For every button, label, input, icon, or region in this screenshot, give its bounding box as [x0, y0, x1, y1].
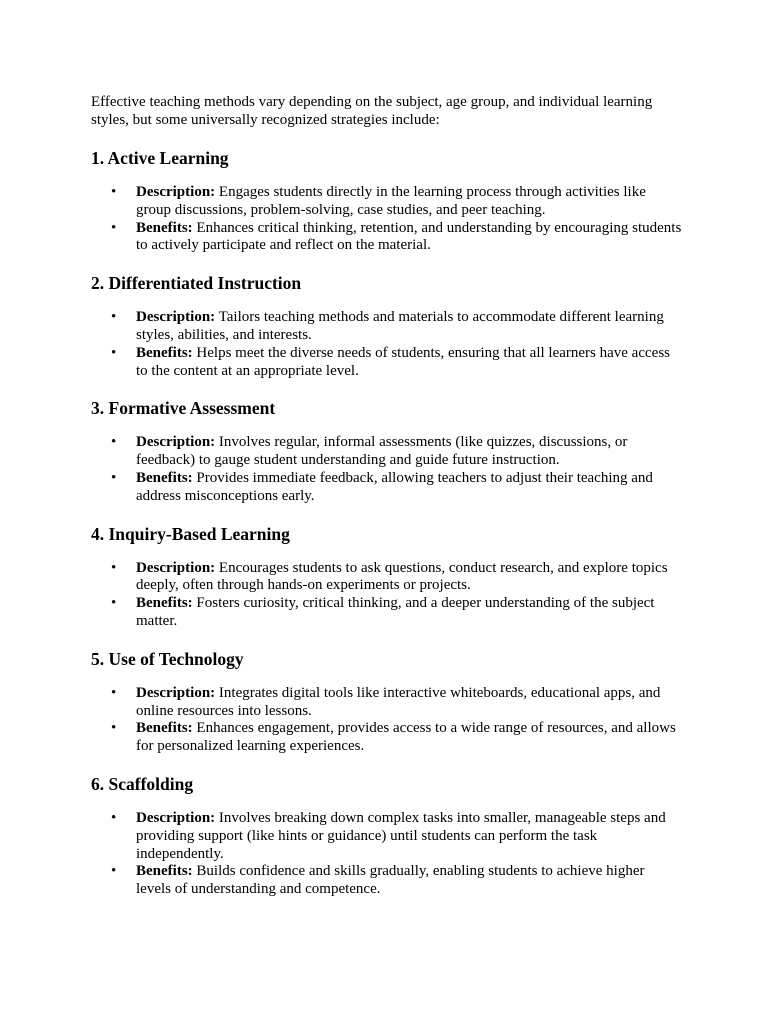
description-text: Engages students directly in the learning process through activities like group discussions, problem-solving, case studies, and peer teaching. [136, 184, 646, 218]
bullet-icon: • [111, 344, 117, 361]
benefits-label: Benefits: [136, 863, 193, 880]
bullet-icon: • [111, 219, 117, 236]
description-text: Involves regular, informal assessments (like quizzes, discussions, or feedback) to gauge student understanding and guide future instruction. [136, 434, 628, 469]
description-text: Tailors teaching methods and materials to accommodate different learning styles, abilities, and interests. [136, 309, 664, 343]
bullet-icon: • [111, 595, 117, 612]
benefits-text: Enhances engagement, provides access to a wide range of resources, and allows for personalized learning experiences. [136, 720, 676, 755]
list-item-benefits [91, 470, 683, 506]
description-label: Description: [136, 684, 216, 701]
section-heading: 4. Inquiry-Based Learning [91, 523, 290, 544]
list-item-description [91, 309, 683, 345]
bullet-icon: • [111, 469, 117, 486]
bullet-list [91, 434, 683, 505]
section-inquiry-based-learning [91, 523, 683, 631]
description-label: Description: [136, 184, 216, 200]
bullet-icon: • [111, 434, 117, 451]
bullet-icon: • [111, 184, 117, 200]
list-item-benefits [91, 863, 683, 899]
bullet-list [91, 184, 683, 255]
bullet-icon: • [111, 720, 117, 737]
section-heading: 6. Scaffolding [91, 773, 194, 794]
list-item-description [91, 184, 683, 220]
benefits-label: Benefits: [136, 469, 193, 486]
list-item-benefits [91, 720, 683, 756]
list-item-benefits [91, 220, 683, 256]
section-heading: 1. Active Learning [91, 148, 229, 168]
bullet-list [91, 685, 683, 756]
bullet-icon: • [111, 684, 117, 701]
bullet-icon: • [111, 809, 117, 826]
benefits-label: Benefits: [136, 344, 193, 361]
list-item-description [91, 434, 683, 470]
section-heading: 3. Formative Assessment [91, 398, 276, 419]
benefits-label: Benefits: [136, 595, 193, 612]
list-item-description [91, 685, 683, 721]
section-formative-assessment [91, 397, 683, 505]
bullet-list [91, 309, 683, 380]
bullet-icon: • [111, 863, 117, 880]
description-label: Description: [136, 309, 216, 326]
benefits-label: Benefits: [136, 720, 193, 737]
benefits-text: Helps meet the diverse needs of students, ensuring that all learners have access to the content at an appropriate level. [136, 344, 670, 379]
benefits-text: Enhances critical thinking, retention, and understanding by encouraging students to actively participate and reflect on the material. [136, 219, 682, 254]
intro-paragraph: Effective teaching methods vary depending on the subject, age group, and individual learning styles, but some universally recognized strategies include: [91, 94, 653, 128]
description-label: Description: [136, 809, 216, 826]
description-text: Encourages students to ask questions, conduct research, and explore topics deeply, often through hands-on experiments or projects. [136, 559, 668, 594]
section-heading: 2. Differentiated Instruction [91, 273, 302, 294]
description-text: Involves breaking down complex tasks into smaller, manageable steps and providing support (like hints or guidance) until students can perform the task independently. [136, 809, 666, 862]
section-use-of-technology [91, 648, 683, 756]
description-label: Description: [136, 559, 216, 576]
section-active-learning [91, 147, 683, 255]
section-heading: 5. Use of Technology [91, 648, 244, 669]
description-text: Integrates digital tools like interactive whiteboards, educational apps, and online resources into lessons. [136, 684, 661, 719]
list-item-description [91, 560, 683, 596]
benefits-label: Benefits: [136, 219, 193, 236]
list-item-benefits [91, 595, 683, 631]
bullet-icon: • [111, 559, 117, 576]
document-page [91, 93, 683, 899]
benefits-text: Fosters curiosity, critical thinking, and a deeper understanding of the subject matter. [136, 595, 655, 629]
list-item-description [91, 810, 683, 863]
benefits-text: Builds confidence and skills gradually, enabling students to achieve higher levels of understanding and competence. [136, 863, 645, 898]
bullet-icon: • [111, 309, 117, 326]
section-differentiated-instruction [91, 272, 683, 380]
bullet-list [91, 810, 683, 899]
bullet-list [91, 560, 683, 631]
benefits-text: Provides immediate feedback, allowing teachers to adjust their teaching and address misconceptions early. [136, 469, 653, 504]
list-item-benefits [91, 345, 683, 381]
description-label: Description: [136, 434, 216, 451]
section-scaffolding [91, 773, 683, 899]
